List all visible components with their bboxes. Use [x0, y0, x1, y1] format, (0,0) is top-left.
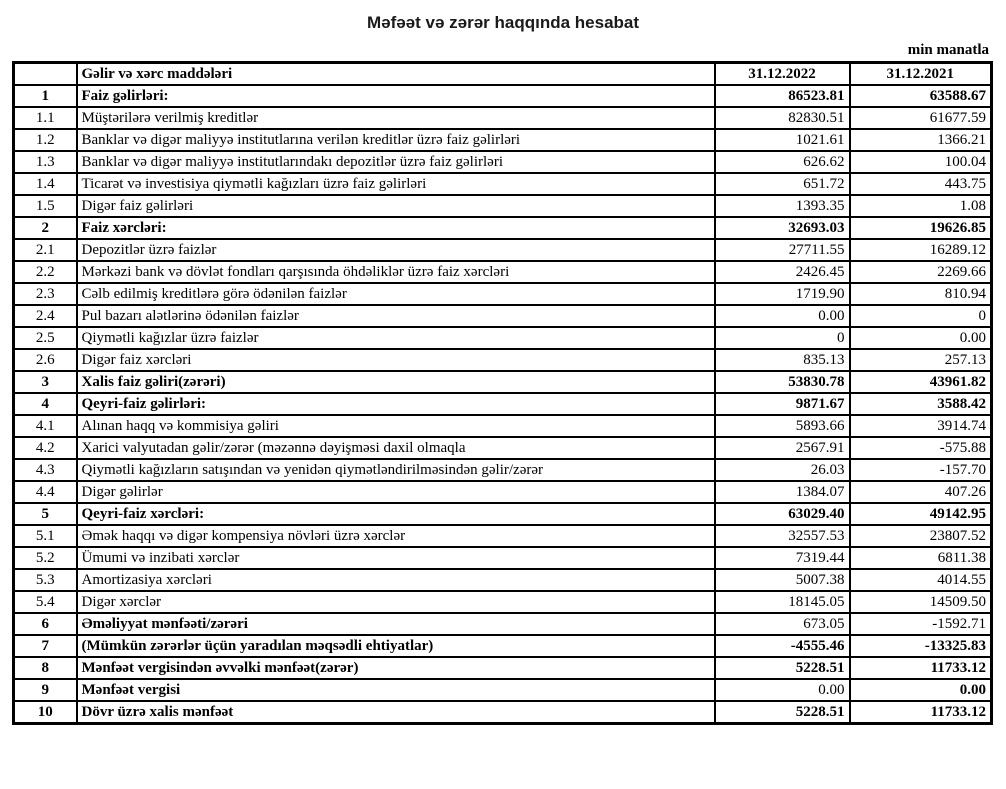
row-label-cell: Qiymətli kağızlar üzrə faizlər — [77, 327, 715, 349]
value-2022-cell: 18145.05 — [715, 591, 850, 613]
value-2022-cell: 63029.40 — [715, 503, 850, 525]
value-2021-cell: -157.70 — [850, 459, 992, 481]
row-label-cell: Qiymətli kağızların satışından və yenidən qiymətləndirilməsindən gəlir/zərər — [77, 459, 715, 481]
table-row — [14, 525, 992, 547]
row-label-cell: Cəlb edilmiş kreditlərə görə ödənilən faizlər — [77, 283, 715, 305]
value-2021-cell: -575.88 — [850, 437, 992, 459]
value-2021-cell: 63588.67 — [850, 85, 992, 107]
row-label-cell: Xarici valyutadan gəlir/zərər (məzənnə dəyişməsi daxil olmaqla — [77, 437, 715, 459]
row-label-cell: Digər faiz xərcləri — [77, 349, 715, 371]
table-row — [14, 701, 992, 724]
row-label-cell: Mərkəzi bank və dövlət fondları qarşısında öhdəliklər üzrə faiz xərcləri — [77, 261, 715, 283]
page-title: Məfəət və zərər haqqında hesabat — [366, 13, 640, 32]
header-date-2022: 31.12.2022 — [715, 63, 850, 86]
value-2022-cell: 1393.35 — [715, 195, 850, 217]
row-number-cell: 5.1 — [14, 525, 77, 547]
value-2021-cell: 11733.12 — [850, 701, 992, 724]
value-2022-cell: 5007.38 — [715, 569, 850, 591]
table-row — [14, 173, 992, 195]
value-2022-cell: 0 — [715, 327, 850, 349]
value-2022-cell: 27711.55 — [715, 239, 850, 261]
value-2022-cell: 1384.07 — [715, 481, 850, 503]
row-label-cell: (Mümkün zərərlər üçün yaradılan məqsədli ehtiyatlar) — [77, 635, 715, 657]
table-row — [14, 129, 992, 151]
row-label-cell: Digər gəlirlər — [77, 481, 715, 503]
table-row — [14, 415, 992, 437]
value-2021-cell: 2269.66 — [850, 261, 992, 283]
pnl-table — [12, 61, 993, 725]
value-2022-cell: 0.00 — [715, 679, 850, 701]
row-number-cell: 2.4 — [14, 305, 77, 327]
row-label-cell: Amortizasiya xərcləri — [77, 569, 715, 591]
table-row — [14, 305, 992, 327]
row-label-cell: Xalis faiz gəliri(zərəri) — [77, 371, 715, 393]
row-number-cell: 2.2 — [14, 261, 77, 283]
value-2022-cell: 9871.67 — [715, 393, 850, 415]
row-label-cell: Banklar və digər maliyyə institutlarındakı depozitlər üzrə faiz gəlirləri — [77, 151, 715, 173]
value-2022-cell: 5228.51 — [715, 701, 850, 724]
value-2022-cell: 626.62 — [715, 151, 850, 173]
row-label-cell: Faiz xərcləri: — [77, 217, 715, 239]
row-label-cell: Əməliyyat mənfəəti/zərəri — [77, 613, 715, 635]
value-2021-cell: 257.13 — [850, 349, 992, 371]
value-2021-cell: 810.94 — [850, 283, 992, 305]
row-label-cell: Müştərilərə verilmiş kreditlər — [77, 107, 715, 129]
row-number-cell: 1.5 — [14, 195, 77, 217]
value-2022-cell: 0.00 — [715, 305, 850, 327]
table-row — [14, 679, 992, 701]
value-2021-cell: 19626.85 — [850, 217, 992, 239]
value-2021-cell: 0.00 — [850, 679, 992, 701]
value-2022-cell: 26.03 — [715, 459, 850, 481]
value-2022-cell: 5228.51 — [715, 657, 850, 679]
table-row — [14, 283, 992, 305]
table-row — [14, 635, 992, 657]
value-2022-cell: 5893.66 — [715, 415, 850, 437]
table-row — [14, 481, 992, 503]
table-row — [14, 107, 992, 129]
unit-label: min manatla — [907, 42, 989, 58]
value-2022-cell: 673.05 — [715, 613, 850, 635]
row-label-cell: Qeyri-faiz gəlirləri: — [77, 393, 715, 415]
value-2022-cell: 835.13 — [715, 349, 850, 371]
row-number-cell: 4.2 — [14, 437, 77, 459]
row-label-cell: Faiz gəlirləri: — [77, 85, 715, 107]
row-number-cell: 4.1 — [14, 415, 77, 437]
row-label-cell: Digər faiz gəlirləri — [77, 195, 715, 217]
value-2021-cell: 3914.74 — [850, 415, 992, 437]
row-label-cell: Pul bazarı alətlərinə ödənilən faizlər — [77, 305, 715, 327]
row-number-cell: 2.1 — [14, 239, 77, 261]
row-number-cell: 5.4 — [14, 591, 77, 613]
value-2022-cell: 1021.61 — [715, 129, 850, 151]
table-row — [14, 327, 992, 349]
value-2021-cell: -1592.71 — [850, 613, 992, 635]
row-number-cell: 4 — [14, 393, 77, 415]
header-num-cell — [14, 63, 77, 86]
value-2021-cell: -13325.83 — [850, 635, 992, 657]
row-number-cell: 4.4 — [14, 481, 77, 503]
value-2021-cell: 0.00 — [850, 327, 992, 349]
value-2021-cell: 49142.95 — [850, 503, 992, 525]
value-2021-cell: 11733.12 — [850, 657, 992, 679]
row-number-cell: 7 — [14, 635, 77, 657]
row-label-cell: Ticarət və investisiya qiymətli kağızları üzrə faiz gəlirləri — [77, 173, 715, 195]
value-2022-cell: 32693.03 — [715, 217, 850, 239]
header-label-cell: Gəlir və xərc maddələri — [77, 63, 715, 86]
row-number-cell: 1.1 — [14, 107, 77, 129]
value-2021-cell: 23807.52 — [850, 525, 992, 547]
value-2021-cell: 1366.21 — [850, 129, 992, 151]
table-row — [14, 217, 992, 239]
row-label-cell: Mənfəət vergisindən əvvəlki mənfəət(zərər) — [77, 657, 715, 679]
table-row — [14, 85, 992, 107]
table-row — [14, 459, 992, 481]
value-2021-cell: 43961.82 — [850, 371, 992, 393]
value-2022-cell: 651.72 — [715, 173, 850, 195]
row-label-cell: Digər xərclər — [77, 591, 715, 613]
row-number-cell: 1.2 — [14, 129, 77, 151]
table-row — [14, 569, 992, 591]
value-2022-cell: 1719.90 — [715, 283, 850, 305]
row-number-cell: 2 — [14, 217, 77, 239]
value-2022-cell: 53830.78 — [715, 371, 850, 393]
value-2022-cell: -4555.46 — [715, 635, 850, 657]
value-2021-cell: 100.04 — [850, 151, 992, 173]
row-label-cell: Ümumi və inzibati xərclər — [77, 547, 715, 569]
row-number-cell: 5 — [14, 503, 77, 525]
row-number-cell: 4.3 — [14, 459, 77, 481]
value-2022-cell: 2426.45 — [715, 261, 850, 283]
row-number-cell: 2.3 — [14, 283, 77, 305]
value-2021-cell: 4014.55 — [850, 569, 992, 591]
row-number-cell: 8 — [14, 657, 77, 679]
row-number-cell: 2.5 — [14, 327, 77, 349]
row-number-cell: 5.2 — [14, 547, 77, 569]
row-label-cell: Mənfəət vergisi — [77, 679, 715, 701]
table-row — [14, 239, 992, 261]
table-row — [14, 503, 992, 525]
row-label-cell: Banklar və digər maliyyə institutlarına verilən kreditlər üzrə faiz gəlirləri — [77, 129, 715, 151]
value-2021-cell: 3588.42 — [850, 393, 992, 415]
value-2022-cell: 32557.53 — [715, 525, 850, 547]
row-number-cell: 1.3 — [14, 151, 77, 173]
table-row — [14, 657, 992, 679]
table-row — [14, 591, 992, 613]
table-row — [14, 547, 992, 569]
table-row — [14, 437, 992, 459]
table-row — [14, 195, 992, 217]
value-2021-cell: 61677.59 — [850, 107, 992, 129]
row-number-cell: 5.3 — [14, 569, 77, 591]
table-body — [14, 85, 992, 724]
table-row — [14, 393, 992, 415]
value-2021-cell: 16289.12 — [850, 239, 992, 261]
row-label-cell: Alınan haqq və kommisiya gəliri — [77, 415, 715, 437]
value-2022-cell: 2567.91 — [715, 437, 850, 459]
header-date-2021: 31.12.2021 — [850, 63, 992, 86]
table-header-row — [14, 63, 992, 86]
row-number-cell: 6 — [14, 613, 77, 635]
row-label-cell: Dövr üzrə xalis mənfəət — [77, 701, 715, 724]
row-label-cell: Əmək haqqı və digər kompensiya növləri üzrə xərclər — [77, 525, 715, 547]
table-row — [14, 349, 992, 371]
value-2022-cell: 7319.44 — [715, 547, 850, 569]
value-2022-cell: 82830.51 — [715, 107, 850, 129]
row-number-cell: 9 — [14, 679, 77, 701]
value-2021-cell: 6811.38 — [850, 547, 992, 569]
row-label-cell: Depozitlər üzrə faizlər — [77, 239, 715, 261]
row-number-cell: 1 — [14, 85, 77, 107]
row-number-cell: 3 — [14, 371, 77, 393]
value-2021-cell: 1.08 — [850, 195, 992, 217]
value-2021-cell: 443.75 — [850, 173, 992, 195]
table-row — [14, 261, 992, 283]
table-row — [14, 613, 992, 635]
table-row — [14, 371, 992, 393]
row-label-cell: Qeyri-faiz xərcləri: — [77, 503, 715, 525]
row-number-cell: 2.6 — [14, 349, 77, 371]
value-2022-cell: 86523.81 — [715, 85, 850, 107]
row-number-cell: 10 — [14, 701, 77, 724]
value-2021-cell: 407.26 — [850, 481, 992, 503]
row-number-cell: 1.4 — [14, 173, 77, 195]
value-2021-cell: 0 — [850, 305, 992, 327]
table-row — [14, 151, 992, 173]
value-2021-cell: 14509.50 — [850, 591, 992, 613]
